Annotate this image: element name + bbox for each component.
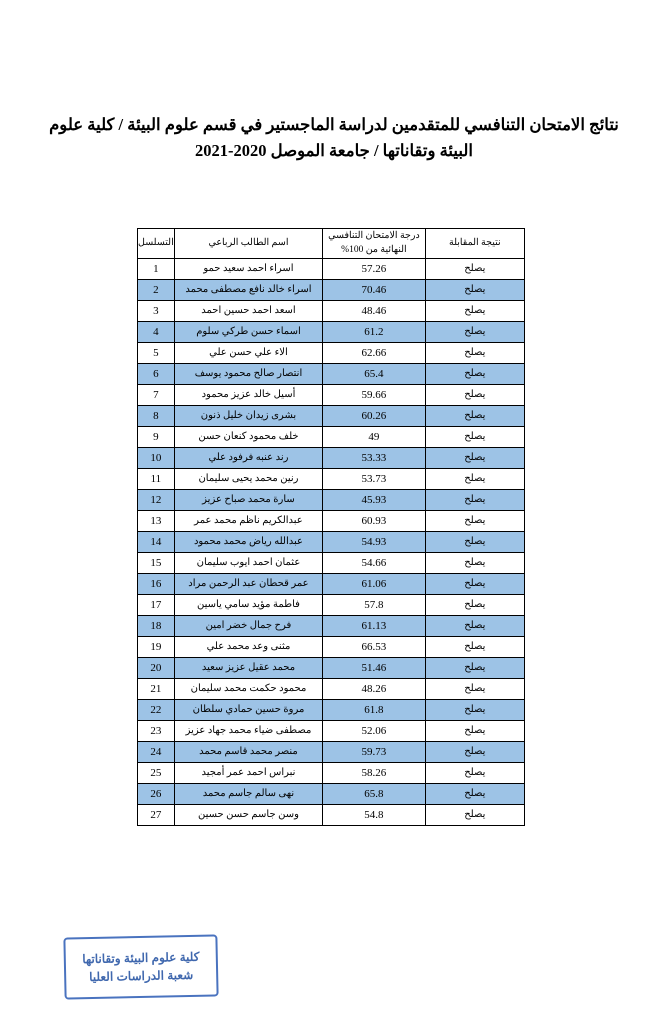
cell-result: يصلح — [425, 300, 524, 321]
cell-sequence: 26 — [138, 783, 175, 804]
cell-result: يصلح — [425, 594, 524, 615]
cell-result: يصلح — [425, 615, 524, 636]
cell-result: يصلح — [425, 363, 524, 384]
table-row — [138, 573, 525, 594]
table-row — [138, 447, 525, 468]
column-header-seq: التسلسل — [138, 229, 175, 259]
cell-student-name: عثمان احمد ايوب سليمان — [174, 552, 322, 573]
cell-score: 54.8 — [323, 804, 425, 825]
cell-sequence: 12 — [138, 489, 175, 510]
cell-result: يصلح — [425, 720, 524, 741]
table-row — [138, 594, 525, 615]
cell-score: 59.66 — [323, 384, 425, 405]
cell-sequence: 23 — [138, 720, 175, 741]
cell-student-name: عبدالكريم ناظم محمد عمر — [174, 510, 322, 531]
cell-sequence: 25 — [138, 762, 175, 783]
table-row — [138, 342, 525, 363]
table-row — [138, 741, 525, 762]
cell-score: 61.8 — [323, 699, 425, 720]
page-title-line1: نتائج الامتحان التنافسي للمتقدمين لدراسة الماجستير في قسم علوم البيئة / كلية علوم — [49, 115, 619, 134]
cell-sequence: 18 — [138, 615, 175, 636]
cell-student-name: منصر محمد قاسم محمد — [174, 741, 322, 762]
cell-result: يصلح — [425, 258, 524, 279]
cell-result: يصلح — [425, 489, 524, 510]
table-row — [138, 405, 525, 426]
cell-sequence: 14 — [138, 531, 175, 552]
cell-score: 48.26 — [323, 678, 425, 699]
table-row — [138, 783, 525, 804]
cell-student-name: وسن جاسم حسن حسين — [174, 804, 322, 825]
cell-student-name: مثنى وعد محمد علي — [174, 636, 322, 657]
table-body — [138, 258, 525, 825]
table-row — [138, 678, 525, 699]
column-header-score: درجة الامتحان التنافسي النهائية من 100% — [323, 229, 425, 259]
table-row — [138, 321, 525, 342]
cell-student-name: الاء علي حسن علي — [174, 342, 322, 363]
table-row — [138, 699, 525, 720]
column-header-result: نتيجة المقابلة — [425, 229, 524, 259]
table-row — [138, 657, 525, 678]
cell-result: يصلح — [425, 636, 524, 657]
table-row — [138, 762, 525, 783]
cell-score: 57.26 — [323, 258, 425, 279]
cell-score: 53.33 — [323, 447, 425, 468]
cell-sequence: 7 — [138, 384, 175, 405]
cell-result: يصلح — [425, 321, 524, 342]
table-row — [138, 720, 525, 741]
cell-sequence: 21 — [138, 678, 175, 699]
table-row — [138, 636, 525, 657]
table-row — [138, 363, 525, 384]
cell-student-name: محمود حكمت محمد سليمان — [174, 678, 322, 699]
official-stamp — [63, 934, 218, 999]
cell-sequence: 20 — [138, 657, 175, 678]
table-row — [138, 426, 525, 447]
cell-sequence: 5 — [138, 342, 175, 363]
table-row — [138, 510, 525, 531]
cell-score: 49 — [323, 426, 425, 447]
cell-student-name: رنين محمد يحيى سليمان — [174, 468, 322, 489]
cell-student-name: اسعد احمد حسين احمد — [174, 300, 322, 321]
cell-result: يصلح — [425, 699, 524, 720]
cell-result: يصلح — [425, 762, 524, 783]
page-title-line2: البيئة وتقاناتها / جامعة الموصل 2020-2021 — [195, 140, 473, 160]
cell-student-name: عبدالله رياض محمد محمود — [174, 531, 322, 552]
cell-result: يصلح — [425, 657, 524, 678]
cell-result: يصلح — [425, 741, 524, 762]
table-row — [138, 384, 525, 405]
cell-result: يصلح — [425, 279, 524, 300]
cell-sequence: 19 — [138, 636, 175, 657]
cell-score: 59.73 — [323, 741, 425, 762]
cell-score: 60.93 — [323, 510, 425, 531]
cell-student-name: بشرى زيدان خليل ذنون — [174, 405, 322, 426]
table-header-row — [138, 229, 525, 259]
cell-score: 66.53 — [323, 636, 425, 657]
table-row — [138, 489, 525, 510]
cell-student-name: محمد عقيل عزيز سعيد — [174, 657, 322, 678]
cell-student-name: اسماء حسن طركي سلوم — [174, 321, 322, 342]
cell-score: 48.46 — [323, 300, 425, 321]
cell-result: يصلح — [425, 384, 524, 405]
cell-student-name: انتصار صالح محمود يوسف — [174, 363, 322, 384]
cell-sequence: 1 — [138, 258, 175, 279]
cell-sequence: 6 — [138, 363, 175, 384]
table-row — [138, 279, 525, 300]
cell-student-name: نهى سالم جاسم محمد — [174, 783, 322, 804]
cell-score: 57.8 — [323, 594, 425, 615]
table-row — [138, 531, 525, 552]
cell-student-name: اسراء احمد سعيد حمو — [174, 258, 322, 279]
column-header-name: اسم الطالب الرباعي — [174, 229, 322, 259]
cell-result: يصلح — [425, 426, 524, 447]
cell-sequence: 3 — [138, 300, 175, 321]
table-row — [138, 300, 525, 321]
cell-sequence: 17 — [138, 594, 175, 615]
cell-result: يصلح — [425, 678, 524, 699]
cell-sequence: 27 — [138, 804, 175, 825]
cell-score: 52.06 — [323, 720, 425, 741]
cell-result: يصلح — [425, 510, 524, 531]
cell-student-name: رند عنبه فرفود علي — [174, 447, 322, 468]
cell-score: 70.46 — [323, 279, 425, 300]
table-row — [138, 615, 525, 636]
cell-result: يصلح — [425, 552, 524, 573]
cell-score: 54.93 — [323, 531, 425, 552]
cell-student-name: خلف محمود كنعان حسن — [174, 426, 322, 447]
cell-score: 65.8 — [323, 783, 425, 804]
cell-score: 54.66 — [323, 552, 425, 573]
cell-result: يصلح — [425, 573, 524, 594]
cell-student-name: مصطفى ضياء محمد جهاد عزيز — [174, 720, 322, 741]
stamp-line-2: شعبة الدراسات العليا — [89, 967, 194, 985]
table-row — [138, 468, 525, 489]
cell-score: 61.13 — [323, 615, 425, 636]
cell-sequence: 15 — [138, 552, 175, 573]
cell-score: 45.93 — [323, 489, 425, 510]
results-table — [137, 228, 525, 826]
cell-student-name: فاطمة مؤيد سامي ياسين — [174, 594, 322, 615]
table-row — [138, 552, 525, 573]
cell-result: يصلح — [425, 783, 524, 804]
table-row — [138, 804, 525, 825]
cell-sequence: 8 — [138, 405, 175, 426]
cell-sequence: 24 — [138, 741, 175, 762]
cell-student-name: عمر قحطان عبد الرحمن مراد — [174, 573, 322, 594]
cell-sequence: 16 — [138, 573, 175, 594]
cell-student-name: مروة حسين حمادي سلطان — [174, 699, 322, 720]
cell-score: 62.66 — [323, 342, 425, 363]
cell-sequence: 22 — [138, 699, 175, 720]
cell-score: 58.26 — [323, 762, 425, 783]
cell-score: 61.06 — [323, 573, 425, 594]
cell-result: يصلح — [425, 342, 524, 363]
cell-sequence: 11 — [138, 468, 175, 489]
cell-student-name: أسيل خالد عزيز محمود — [174, 384, 322, 405]
cell-sequence: 10 — [138, 447, 175, 468]
cell-sequence: 2 — [138, 279, 175, 300]
table-row — [138, 258, 525, 279]
cell-result: يصلح — [425, 531, 524, 552]
cell-sequence: 9 — [138, 426, 175, 447]
cell-student-name: فرح جمال خضر امين — [174, 615, 322, 636]
cell-result: يصلح — [425, 447, 524, 468]
cell-sequence: 13 — [138, 510, 175, 531]
cell-result: يصلح — [425, 405, 524, 426]
cell-score: 61.2 — [323, 321, 425, 342]
cell-score: 65.4 — [323, 363, 425, 384]
cell-sequence: 4 — [138, 321, 175, 342]
cell-student-name: نبراس احمد عمر أمجيد — [174, 762, 322, 783]
page-title — [40, 112, 628, 163]
cell-score: 60.26 — [323, 405, 425, 426]
cell-score: 51.46 — [323, 657, 425, 678]
cell-score: 53.73 — [323, 468, 425, 489]
table-header — [138, 229, 525, 259]
cell-student-name: اسراء خالد نافع مصطفى محمد — [174, 279, 322, 300]
cell-result: يصلح — [425, 804, 524, 825]
cell-student-name: سارة محمد صباح عزيز — [174, 489, 322, 510]
stamp-line-1: كلية علوم البيئة وتقاناتها — [82, 949, 200, 966]
cell-result: يصلح — [425, 468, 524, 489]
